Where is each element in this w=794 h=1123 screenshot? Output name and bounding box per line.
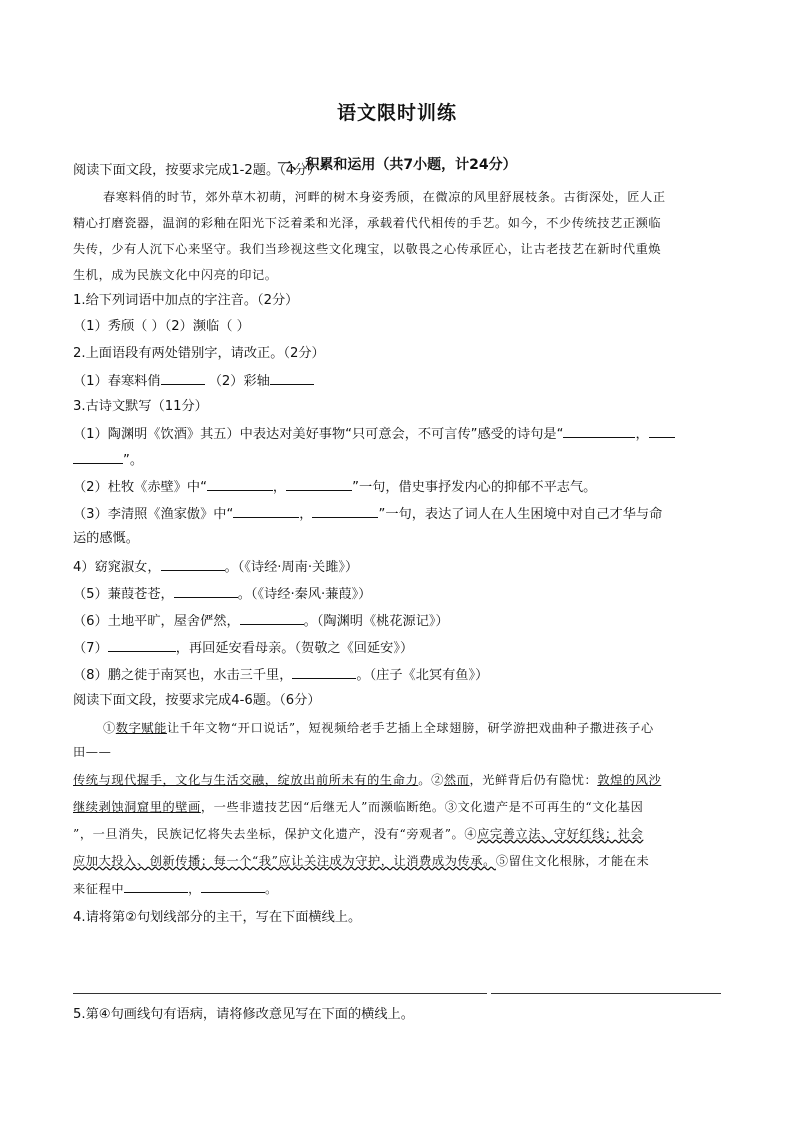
answer-blank[interactable] (73, 449, 123, 464)
q3-item-5 (73, 583, 371, 605)
q3-item-text: ”一句，表达了词人在人生困境中对自己才华与命 (378, 507, 663, 522)
passage-text: 。② (418, 773, 444, 787)
passage-text: ，光鲜背后仍有隐忧： (469, 773, 598, 787)
answer-blank[interactable] (108, 637, 176, 652)
underlined-phrase: 然而 (443, 773, 470, 787)
passage-text: ”，一旦消失，民族记忆将失去坐标，保护文化遗产，没有“旁观者”。④ (73, 827, 478, 841)
question-2-answers (73, 370, 314, 392)
question-5: 5.第④句画线句有语病，请将修改意见写在下面的横线上。 (73, 1007, 414, 1022)
answer-blank[interactable] (270, 370, 314, 385)
underlined-phrase: 敦煌的风沙 (597, 773, 662, 787)
question-1: 1.给下列词语中加点的字注音。（2分） (73, 293, 299, 308)
q3-item-7 (73, 637, 413, 659)
question-4: 4.请将第②句划线部分的主干，写在下面横线上。 (73, 910, 362, 925)
question-3: 3.古诗文默写（11分） (73, 399, 208, 414)
passage1-line: 生机，成为民族文化中闪亮的印记。 (73, 268, 278, 282)
q3-item-text: 。（庄子《北冥有鱼》） (356, 668, 489, 683)
q3-item-3 (73, 503, 662, 525)
answer-blank[interactable] (201, 878, 265, 893)
answer-blank[interactable] (292, 664, 356, 679)
punct: ， (635, 427, 649, 442)
q3-item-text: 。（《诗经·秦风·蒹葭》） (237, 587, 372, 602)
passage2-line (73, 851, 649, 871)
punct: ， (299, 507, 313, 522)
q3-item-text: 4）窈窕淑女， (73, 560, 161, 575)
q3-item-text: ，再回延安看母亲。（贺敬之《回延安》） (175, 641, 414, 656)
part2-intro: 阅读下面文段，按要求完成4-6题。（6分） (73, 693, 321, 708)
q3-item-8 (73, 664, 488, 686)
q3-item-4 (73, 556, 358, 578)
punct: ”。 (123, 453, 144, 468)
q3-item-text: （1）陶渊明《饮酒》其五）中表达对美好事物“只可意会，不可言传”感受的诗句是“ (73, 427, 564, 442)
underlined-phrase: 传统与现代握手，文化与生活交融， (73, 773, 278, 787)
q3-item-text: （6）土地平旷，屋舍俨然， (73, 614, 240, 629)
passage1-line: 失传，少有人沉下心来坚守。我们当珍视这些文化瑰宝，以敬畏之心传承匠心，让古老技艺在新时代重焕 (73, 242, 662, 256)
wavy-underlined-phrase: 应完善立法、守好红线；社会 (477, 827, 644, 841)
passage-text: ，一些非遗技艺因“后继无人”而濒临断绝。③文化遗产是不可再生的“文化基因 (200, 800, 644, 814)
wavy-underlined-phrase: 应加大投入、创新传播；每一个“我”应让关注成为守护，让消费成为传承。 (73, 854, 496, 868)
part1-intro: 阅读下面文段，按要求完成1-2题。（4分） (73, 163, 321, 178)
answer-label: （2）彩轴 (208, 374, 270, 389)
question-1-options: （1）秀颀（ ）（2）濒临（ ） (73, 319, 250, 334)
passage2-line (73, 878, 278, 899)
punct: ， (272, 480, 287, 495)
answer-line[interactable] (73, 993, 487, 994)
q3-item-1 (73, 423, 675, 445)
punct: 。 (264, 882, 278, 896)
passage-text: ⑤留住文化根脉，才能在未 (495, 854, 650, 868)
answer-line[interactable] (491, 993, 721, 994)
question-2: 2.上面语段有两处错别字，请改正。（2分） (73, 346, 325, 361)
answer-blank[interactable] (233, 503, 299, 518)
q3-item-text: （7） (73, 641, 108, 656)
q3-item-6 (73, 610, 449, 632)
passage2-line (73, 797, 643, 817)
q3-item-text: 。（《诗经·周南·关雎》） (224, 560, 359, 575)
answer-blank[interactable] (207, 476, 273, 491)
q3-item-text: （2）杜牧《赤壁》中“ (73, 480, 207, 495)
passage2-line (73, 824, 643, 844)
answer-blank[interactable] (240, 610, 304, 625)
page-title: 语文限时训练 (336, 102, 457, 124)
q3-item-text: （3）李清照《渔家傲》中“ (73, 507, 234, 522)
answer-blank[interactable] (161, 556, 225, 571)
passage-text: 让千年文物“开口说话”，短视频给老手艺插上全球翅膀，研学游把戏曲种子撒进孩子心 (166, 721, 654, 735)
passage-text: 来征程中 (73, 882, 125, 896)
passage2-line (103, 718, 654, 738)
answer-blank[interactable] (312, 503, 378, 518)
answer-blank[interactable] (563, 423, 635, 438)
passage2-line: 田—— (73, 745, 112, 759)
passage1-line: 精心打磨瓷器，温润的彩釉在阳光下泛着柔和光泽，承载着代代相传的手艺。如今，不少传统技艺正濒临 (73, 216, 662, 230)
passage1-line: 春寒料俏的时节，郊外草木初萌，河畔的树木身姿秀颀，在微凉的风里舒展枝条。古街深处，匠人正 (103, 190, 666, 204)
passage2-line (73, 770, 661, 790)
underlined-phrase: 数字赋能 (115, 721, 167, 735)
q3-item-text: （8）鹏之徙于南冥也，水击三千里， (73, 668, 293, 683)
punct: ， (188, 882, 201, 896)
answer-blank[interactable] (286, 476, 352, 491)
q3-item-2 (73, 476, 596, 498)
q3-item-3-cont: 运的感慨。 (73, 531, 139, 546)
sentence-marker: ① (103, 721, 116, 735)
answer-blank[interactable] (124, 878, 188, 893)
q3-item-1-cont (73, 449, 143, 471)
underlined-phrase: 绽放出前所未有的生命力 (277, 773, 419, 787)
q3-item-text: ”一句，借史事抒发内心的抑郁不平志气。 (352, 480, 597, 495)
underlined-phrase: 继续剥蚀洞窟里的壁画 (73, 800, 201, 814)
q3-item-text: 。（陶渊明《桃花源记》） (303, 614, 449, 629)
answer-blank[interactable] (174, 583, 238, 598)
answer-label: （1）春寒料俏 (73, 374, 161, 389)
answer-blank[interactable] (649, 423, 675, 438)
section-heading: 一、积累和运用（共7小题，计24分） (277, 157, 517, 173)
answer-blank[interactable] (161, 370, 205, 385)
q3-item-text: （5）蒹葭苍苍， (73, 587, 174, 602)
